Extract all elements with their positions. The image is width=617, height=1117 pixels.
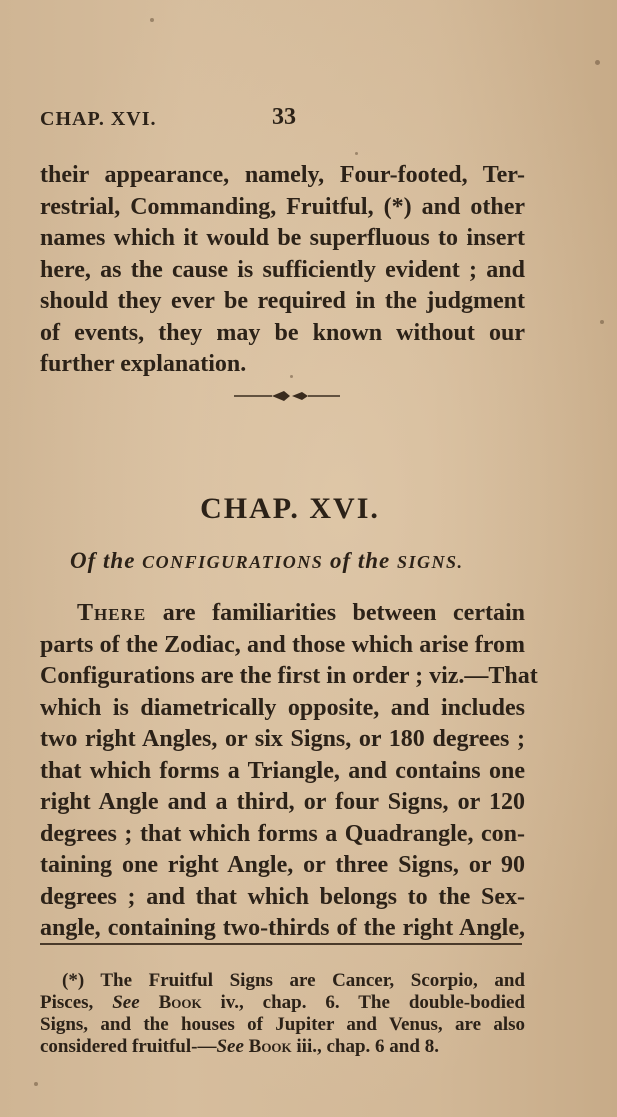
paper-speck — [34, 1082, 38, 1086]
running-head-chapter: CHAP. XVI. — [40, 108, 157, 130]
chapter-heading: CHAP. XVI. — [200, 492, 380, 525]
paper-speck — [595, 60, 600, 65]
chapter-subtitle — [70, 548, 510, 574]
subtitle-part: Of the — [70, 548, 143, 573]
first-line-rest: are familiarities between certain — [146, 600, 525, 626]
text-line: names which it would be superfluous to insert — [40, 225, 525, 251]
footnote-see: See — [216, 1036, 244, 1057]
paper-speck — [600, 320, 604, 324]
opening-word: There — [77, 600, 147, 626]
subtitle-keyword: SIGNS. — [397, 552, 464, 572]
subtitle-keyword: CONFIGURATIONS — [142, 552, 324, 572]
footnote-text: considered fruitful-— — [40, 1036, 217, 1057]
subtitle-part: of the — [323, 548, 398, 573]
paper-speck — [290, 375, 293, 378]
text-line: degrees ; that which forms a Quadrangle, con- — [40, 820, 525, 847]
section-ornament — [232, 386, 342, 406]
footnote-text: Pisces, — [40, 992, 113, 1013]
text-line: should they ever be required in the judgment — [40, 288, 525, 314]
footnote-line: (*) The Fruitful Signs are Cancer, Scorpio, and — [62, 970, 525, 991]
text-line: their appearance, namely, Four-footed, Ter- — [40, 162, 525, 188]
chapter-paragraph — [40, 598, 538, 945]
text-line: angle, containing two-thirds of the right Angle, — [40, 915, 525, 941]
text-line: right Angle and a third, or four Signs, or 120 — [40, 789, 525, 815]
paper-speck — [150, 18, 154, 22]
footnote — [40, 970, 525, 1058]
text-line: which is diametrically opposite, and includes — [40, 694, 525, 721]
footnote-line — [40, 1036, 525, 1058]
paragraph-continuation — [40, 160, 525, 381]
text-line-first — [40, 598, 525, 630]
text-line: restrial, Commanding, Fruitful, (*) and other — [40, 193, 525, 220]
footnote-book: Book — [243, 1036, 292, 1057]
footnote-see: See — [112, 992, 140, 1013]
footnote-divider — [40, 943, 522, 945]
text-line: degrees ; and that which belongs to the Sex- — [40, 883, 525, 910]
text-line: taining one right Angle, or three Signs, or 90 — [40, 852, 525, 878]
text-line: parts of the Zodiac, and those which arise from — [40, 631, 525, 658]
text-line: further explanation. — [40, 351, 247, 377]
text-line: here, as the cause is sufficiently evident ; and — [40, 256, 525, 283]
text-line: that which forms a Triangle, and contains one — [40, 757, 525, 784]
page-number: 33 — [272, 104, 296, 130]
footnote-text: iii., chap. 6 and 8. — [291, 1036, 439, 1057]
footnote-line — [40, 992, 525, 1014]
footnote-text: iv., chap. 6. The double-bodied — [201, 992, 525, 1013]
footnote-book: Book — [139, 992, 202, 1013]
running-head — [40, 104, 580, 138]
text-line: of events, they may be known without our — [40, 319, 525, 346]
text-line: Configurations are the first in order ; viz.—That — [40, 663, 538, 689]
footnote-line: Signs, and the houses of Jupiter and Venus, are also — [40, 1014, 525, 1035]
paper-speck — [355, 152, 358, 155]
text-line: two right Angles, or six Signs, or 180 degrees ; — [40, 726, 525, 752]
